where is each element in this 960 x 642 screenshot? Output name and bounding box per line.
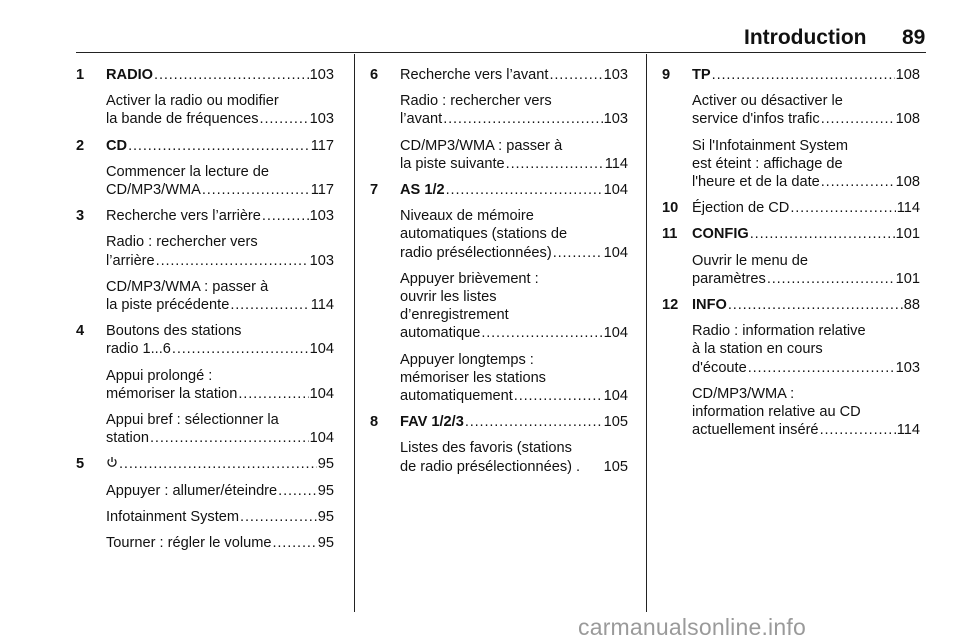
entry-detail xyxy=(106,482,334,500)
entry-detail-line: CD/MP3/WMA : xyxy=(692,385,795,402)
entry-text: la piste suivante xyxy=(400,155,505,172)
page-reference: 108 xyxy=(895,174,920,191)
page-reference: 104 xyxy=(309,430,334,447)
dot-leader xyxy=(549,66,602,84)
dot-leader xyxy=(821,173,895,191)
index-entry xyxy=(662,66,920,191)
page-reference: 103 xyxy=(309,111,334,128)
dot-leader xyxy=(238,385,308,403)
entry-text: l’avant xyxy=(400,111,443,128)
entry-title: CONFIG xyxy=(692,226,749,243)
page-reference: 95 xyxy=(317,482,334,499)
entry-title-line xyxy=(692,225,920,243)
entry-detail-line xyxy=(400,110,628,128)
page-reference: 103 xyxy=(603,111,628,128)
entry-detail xyxy=(400,439,628,475)
dot-leader xyxy=(172,340,309,358)
entry-detail xyxy=(692,252,920,288)
dot-leader xyxy=(154,66,309,84)
entry-detail-line xyxy=(106,482,334,500)
entry-title: INFO xyxy=(692,297,727,314)
entry-detail xyxy=(106,534,334,552)
dot-leader xyxy=(728,296,903,314)
page-number: 89 xyxy=(902,26,926,49)
entry-title-line: Boutons des stations xyxy=(106,323,242,340)
entry-title-line xyxy=(692,66,920,84)
entry-detail xyxy=(400,137,628,173)
entry-text: station xyxy=(106,430,149,447)
entry-detail-line: est éteint : affichage de xyxy=(692,155,843,172)
dot-leader xyxy=(260,110,309,128)
index-entry xyxy=(662,199,920,217)
entry-detail-line xyxy=(400,244,628,262)
entry-detail-line xyxy=(400,387,628,405)
entry-detail-line xyxy=(400,324,628,342)
entry-text: paramètres xyxy=(692,270,766,287)
dot-leader xyxy=(150,429,309,447)
dot-leader xyxy=(119,455,317,473)
entry-text: actuellement inséré xyxy=(692,422,819,439)
entry-detail-line xyxy=(106,385,334,403)
entry-detail-line: Appui bref : sélectionner la xyxy=(106,412,279,429)
entry-text: l'heure et de la date xyxy=(692,174,820,191)
entry-detail-line: Activer ou désactiver le xyxy=(692,93,843,110)
dot-leader xyxy=(481,324,602,342)
entry-title-line xyxy=(400,413,628,431)
page-reference: 103 xyxy=(309,252,334,269)
entry-detail-line xyxy=(400,155,628,173)
dot-leader xyxy=(272,534,316,552)
entry-detail xyxy=(106,508,334,526)
page-reference: 104 xyxy=(603,325,628,342)
entry-text: la piste précédente xyxy=(106,297,230,314)
entry-text: Infotainment System xyxy=(106,508,240,525)
index-entry xyxy=(76,207,334,314)
entry-detail-line xyxy=(106,534,334,552)
entry-text: Appuyer : allumer/éteindre xyxy=(106,482,278,499)
entry-number: 12 xyxy=(662,297,679,314)
entry-title: Recherche vers l’arrière xyxy=(106,208,261,225)
dot-leader xyxy=(712,66,895,84)
page-reference: 105 xyxy=(603,414,628,431)
page-reference: 104 xyxy=(603,388,628,405)
entry-title: RADIO xyxy=(106,67,154,83)
page-reference: 108 xyxy=(895,111,920,128)
power-icon xyxy=(106,455,118,467)
entry-detail-line xyxy=(692,421,920,439)
page-reference: 114 xyxy=(896,200,920,217)
entry-number: 11 xyxy=(662,226,678,243)
entry-detail-line: Listes des favoris (stations xyxy=(400,440,572,457)
page-title: Introduction xyxy=(744,26,867,49)
entry-title-line xyxy=(106,455,334,473)
entry-detail xyxy=(692,322,920,377)
entry-detail xyxy=(106,233,334,269)
page-reference: 88 xyxy=(903,297,920,314)
index-entry xyxy=(662,296,920,439)
page-reference: 101 xyxy=(895,226,920,243)
page-reference: 95 xyxy=(317,535,334,552)
entry-text: mémoriser la station xyxy=(106,385,238,402)
entry-detail xyxy=(692,137,920,192)
entry-detail-line xyxy=(106,508,334,526)
entry-detail-line xyxy=(692,110,920,128)
dot-leader xyxy=(553,244,603,262)
entry-detail xyxy=(106,367,334,403)
index-entry xyxy=(76,66,334,129)
page-reference: 104 xyxy=(309,341,334,358)
index-column-2 xyxy=(370,66,628,484)
page-reference: 114 xyxy=(896,422,920,439)
index-entry xyxy=(662,225,920,288)
entry-text: l’arrière xyxy=(106,252,155,269)
entry-detail-line: mémoriser les stations xyxy=(400,369,546,386)
entry-detail-line: Si l'Infotainment System xyxy=(692,137,849,154)
entry-detail-line xyxy=(106,252,334,270)
dot-leader xyxy=(230,296,309,314)
entry-number: 2 xyxy=(76,137,85,154)
entry-title: radio 1...6 xyxy=(106,341,171,358)
page-reference: 104 xyxy=(603,182,628,199)
entry-detail-line: CD/MP3/WMA : passer à xyxy=(106,278,269,295)
entry-title-line xyxy=(106,207,334,225)
entry-detail-line xyxy=(692,359,920,377)
dot-leader xyxy=(465,413,603,431)
entry-detail-line: Appuyer longtemps : xyxy=(400,351,534,368)
entry-title: CD xyxy=(106,137,128,154)
page-reference: 104 xyxy=(603,244,628,261)
entry-detail xyxy=(400,351,628,406)
entry-title-line xyxy=(106,340,334,358)
entry-detail-line: information relative au CD xyxy=(692,404,861,421)
entry-detail-line: Commencer la lecture de xyxy=(106,163,270,180)
entry-detail-line: CD/MP3/WMA : passer à xyxy=(400,137,563,154)
entry-detail xyxy=(400,92,628,128)
entry-detail-line xyxy=(106,429,334,447)
page-reference: 101 xyxy=(895,270,920,287)
entry-title: Recherche vers l’avant xyxy=(400,67,549,83)
entry-detail-line: Radio : rechercher vers xyxy=(106,234,258,251)
index-entry xyxy=(370,181,628,405)
column-divider xyxy=(646,54,647,612)
page-reference: 103 xyxy=(309,67,334,83)
page-reference: 95 xyxy=(317,508,334,525)
entry-text: la bande de fréquences xyxy=(106,111,259,128)
index-entry xyxy=(76,455,334,552)
entry-detail-line: Radio : information relative xyxy=(692,323,866,340)
entry-detail-line: Appui prolongé : xyxy=(106,367,213,384)
entry-title: TP xyxy=(692,67,711,83)
header-rule xyxy=(76,52,926,53)
entry-detail xyxy=(106,278,334,314)
dot-leader xyxy=(240,508,317,526)
entry-title-line xyxy=(400,181,628,199)
page-reference: 103 xyxy=(309,208,334,225)
page-reference: 114 xyxy=(310,297,334,314)
dot-leader xyxy=(748,359,895,377)
index-entry xyxy=(76,322,334,447)
index-column-3 xyxy=(662,66,920,447)
entry-detail-line: à la station en cours xyxy=(692,341,823,358)
entry-detail-line xyxy=(400,458,628,476)
entry-detail xyxy=(400,207,628,262)
entry-detail-line xyxy=(106,110,334,128)
entry-detail-line: Ouvrir le menu de xyxy=(692,252,808,269)
index-column-1 xyxy=(76,66,334,560)
entry-detail-line: Activer la radio ou modifier xyxy=(106,93,279,110)
entry-detail-line: automatiques (stations de xyxy=(400,226,568,243)
entry-text: radio présélectionnées) xyxy=(400,244,552,261)
index-entry xyxy=(370,413,628,476)
dot-leader xyxy=(128,137,310,155)
entry-detail xyxy=(400,270,628,343)
entry-number: 7 xyxy=(370,182,379,199)
entry-text: d'écoute xyxy=(692,359,747,376)
entry-title-line xyxy=(692,296,920,314)
entry-number: 10 xyxy=(662,200,679,217)
entry-detail xyxy=(106,411,334,447)
entry-detail-line: ouvrir les listes xyxy=(400,289,497,306)
entry-text: de radio présélectionnées) . xyxy=(400,458,581,475)
entry-detail-line: d’enregistrement xyxy=(400,307,509,324)
dot-leader xyxy=(156,252,309,270)
dot-leader xyxy=(202,181,310,199)
entry-detail-line: Radio : rechercher vers xyxy=(400,93,552,110)
entry-number: 8 xyxy=(370,414,379,431)
entry-text: CD/MP3/WMA xyxy=(106,182,201,199)
index-entry xyxy=(370,66,628,173)
entry-number: 1 xyxy=(76,67,85,83)
dot-leader xyxy=(443,110,602,128)
entry-text: automatiquement xyxy=(400,388,513,405)
page-reference: 95 xyxy=(317,456,334,473)
page-reference: 105 xyxy=(603,458,628,475)
entry-title: FAV 1/2/3 xyxy=(400,414,464,431)
dot-leader xyxy=(278,482,317,500)
entry-number: 6 xyxy=(370,67,379,83)
dot-leader xyxy=(821,110,895,128)
entry-detail-line xyxy=(692,173,920,191)
dot-leader xyxy=(446,181,603,199)
page-reference: 108 xyxy=(895,67,920,83)
page-reference: 117 xyxy=(310,182,334,199)
entry-title-line xyxy=(106,66,334,84)
watermark: carmanualsonline.info xyxy=(578,614,806,640)
entry-title-line xyxy=(106,137,334,155)
page-reference: 103 xyxy=(603,67,628,83)
dot-leader xyxy=(262,207,309,225)
index-entry xyxy=(76,137,334,200)
entry-number: 3 xyxy=(76,208,85,225)
entry-detail xyxy=(106,92,334,128)
entry-title-line xyxy=(400,66,628,84)
page-reference: 117 xyxy=(310,137,334,154)
entry-detail xyxy=(692,92,920,128)
dot-leader xyxy=(767,270,895,288)
dot-leader xyxy=(506,155,604,173)
page-reference: 103 xyxy=(895,359,920,376)
dot-leader xyxy=(514,387,603,405)
entry-detail-line: Appuyer brièvement : xyxy=(400,270,539,287)
entry-text: service d'infos trafic xyxy=(692,111,820,128)
entry-detail xyxy=(106,163,334,199)
entry-title: AS 1/2 xyxy=(400,182,445,199)
entry-detail-line: Niveaux de mémoire xyxy=(400,208,534,225)
entry-detail-line xyxy=(106,296,334,314)
entry-number: 4 xyxy=(76,323,85,340)
page-reference: 114 xyxy=(604,155,628,172)
entry-detail-line xyxy=(106,181,334,199)
entry-title: Éjection de CD xyxy=(692,200,790,217)
entry-detail-line xyxy=(692,270,920,288)
entry-number: 5 xyxy=(76,456,85,473)
dot-leader xyxy=(790,199,895,217)
column-divider xyxy=(354,54,355,612)
entry-detail xyxy=(692,385,920,440)
entry-text: automatique xyxy=(400,325,481,342)
page-reference: 104 xyxy=(309,385,334,402)
entry-text: Tourner : régler le volume xyxy=(106,535,272,552)
dot-leader xyxy=(820,421,896,439)
entry-number: 9 xyxy=(662,67,671,83)
entry-title-line xyxy=(692,199,920,217)
dot-leader xyxy=(750,225,895,243)
